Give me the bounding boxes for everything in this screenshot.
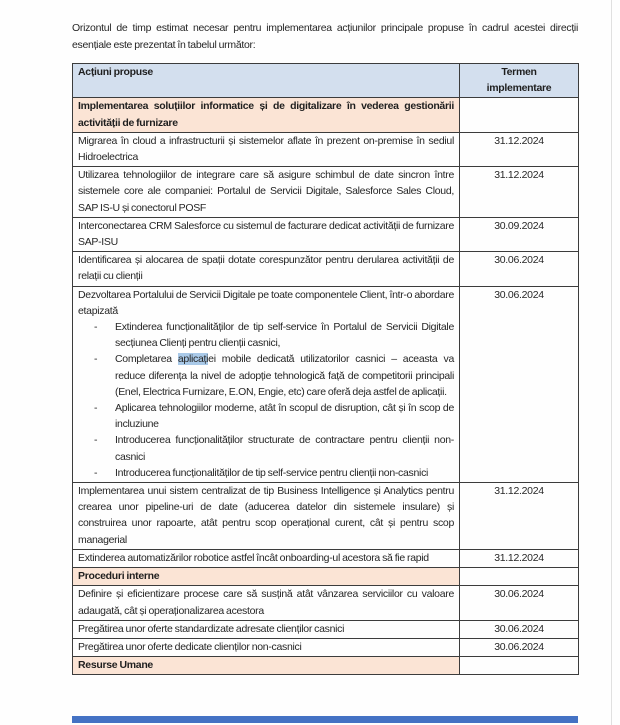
action-text: Implementarea unui sistem centralizat de tip Business Intelligence și Analytics pentru crearea unor pipeline-uri de date (aducerea datelor din sistemele insulare) și construirea unor rapoarte, atât pentru scop operațional curent, cât și pentru scop managerial	[78, 485, 454, 546]
term-cell: 30.09.2024	[460, 217, 579, 251]
action-text: Utilizarea tehnologiilor de integrare care să asigure schimbul de date sincron între sistemele core ale companiei: Portalul de Servicii Digitale, Salesforce Sales Cloud, SAP IS-U și conectorul POSF	[78, 169, 454, 214]
term-cell: 30.06.2024	[460, 620, 579, 638]
header-term-label: Termen implementare	[486, 66, 552, 95]
bullet-text: Extinderea funcționalităților de tip self-service în Portalul de Servicii Digitale secțiunea Clienți pentru clienții casnici,	[115, 321, 454, 350]
bullet-dash: -	[94, 434, 98, 447]
bullet-item	[78, 351, 454, 400]
bullet-item	[78, 465, 454, 481]
action-cell	[73, 252, 460, 286]
term-cell: 30.06.2024	[460, 638, 579, 656]
action-cell	[73, 657, 460, 675]
bullet-text: Introducerea funcționalităților de tip self-service pentru clienții non-casnici	[115, 466, 429, 479]
action-text: Dezvoltarea Portalului de Servicii Digitale pe toate componentele Client, într-o abordare etapizată	[78, 288, 454, 317]
table-row	[73, 167, 579, 218]
term-cell	[460, 98, 579, 132]
action-text: Migrarea în cloud a infrastructurii și sistemelor aflate în prezent on-premise în sediul Hidroelectrica	[78, 134, 454, 164]
bullet-text: Introducerea funcționalităților structurate de contractare pentru clienții non-casnici	[115, 434, 454, 463]
bullet-item	[78, 400, 454, 432]
bullet-dash: -	[94, 466, 98, 479]
action-text: Implementarea soluțiilor informatice și de digitalizare în vederea gestionării activității de furnizare	[78, 100, 454, 129]
bullet-text: Completarea aplicației mobile dedicată utilizatorilor casnici – aceasta va reduce diferența la nivel de adopție tehnologică față de competitorii principali (Enel, Electrica Furnizare, E.ON, Engie, etc) care oferă deja astfel de aplicații.	[115, 353, 454, 398]
term-cell: 30.06.2024	[460, 586, 579, 620]
table-row	[73, 132, 579, 166]
term-cell	[460, 657, 579, 675]
page-scan-edge	[611, 0, 612, 725]
document-content	[72, 20, 578, 675]
term-cell: 30.06.2024	[460, 286, 579, 482]
term-cell: 31.12.2024	[460, 132, 579, 166]
action-cell	[73, 483, 460, 550]
bullet-dash: -	[94, 402, 98, 415]
term-cell: 31.12.2024	[460, 483, 579, 550]
actions-table	[72, 63, 579, 675]
action-cell	[73, 286, 460, 482]
table-row	[73, 483, 579, 550]
action-text: Extinderea automatizărilor robotice astfel încât onboarding-ul acestora să fie rapid	[78, 551, 429, 564]
bullet-item	[78, 432, 454, 464]
header-actions-cell: Acțiuni propuse	[73, 64, 460, 98]
action-text: Resurse Umane	[78, 659, 153, 672]
action-text: Pregătirea unor oferte dedicate clienților non-casnici	[78, 640, 302, 653]
bullet-dash: -	[94, 353, 98, 366]
term-cell	[460, 568, 579, 586]
section-row	[73, 657, 579, 675]
table-row	[73, 286, 579, 482]
action-text: Interconectarea CRM Salesforce cu sistemul de facturare dedicat activității de furnizare SAP-ISU	[78, 219, 454, 249]
action-text: Pregătirea unor oferte standardizate adresate clienților casnici	[78, 622, 345, 635]
term-cell: 30.06.2024	[460, 252, 579, 286]
table-row	[73, 620, 579, 638]
table-body	[73, 98, 579, 675]
table-row	[73, 252, 579, 286]
section-row	[73, 98, 579, 132]
action-cell	[73, 167, 460, 218]
action-cell	[73, 620, 460, 638]
bullet-item	[78, 319, 454, 351]
action-text: Proceduri interne	[78, 570, 160, 583]
header-term-cell	[460, 64, 579, 98]
action-cell	[73, 638, 460, 656]
action-cell	[73, 132, 460, 166]
term-cell: 31.12.2024	[460, 549, 579, 567]
action-cell	[73, 217, 460, 251]
search-highlight: aplicați	[177, 353, 209, 366]
action-cell	[73, 549, 460, 567]
table-row	[73, 549, 579, 567]
action-cell	[73, 568, 460, 586]
term-cell: 31.12.2024	[460, 167, 579, 218]
action-text: Definire și eficientizare procese care să susțină atât vânzarea serviciilor cu valoare adaugată, cât și operaționalizarea acestora	[78, 588, 454, 617]
action-cell	[73, 586, 460, 620]
table-row	[73, 586, 579, 620]
section-row	[73, 568, 579, 586]
footer-accent-bar	[72, 716, 578, 723]
action-text: Identificarea și alocarea de spații dotate corespunzător pentru derularea activității de relații cu clienții	[78, 254, 454, 283]
table-header-row	[73, 64, 579, 98]
action-cell	[73, 98, 460, 132]
bullet-text: Aplicarea tehnologiilor moderne, atât în scopul de disruption, cât și în scop de incluziune	[115, 402, 454, 431]
table-row	[73, 638, 579, 656]
table-row	[73, 217, 579, 251]
bullet-dash: -	[94, 321, 98, 334]
intro-paragraph: Orizontul de timp estimat necesar pentru implementarea acțiunilor principale propuse în cadrul acestei direcții esențiale este prezentat în tabelul următor:	[72, 22, 578, 51]
